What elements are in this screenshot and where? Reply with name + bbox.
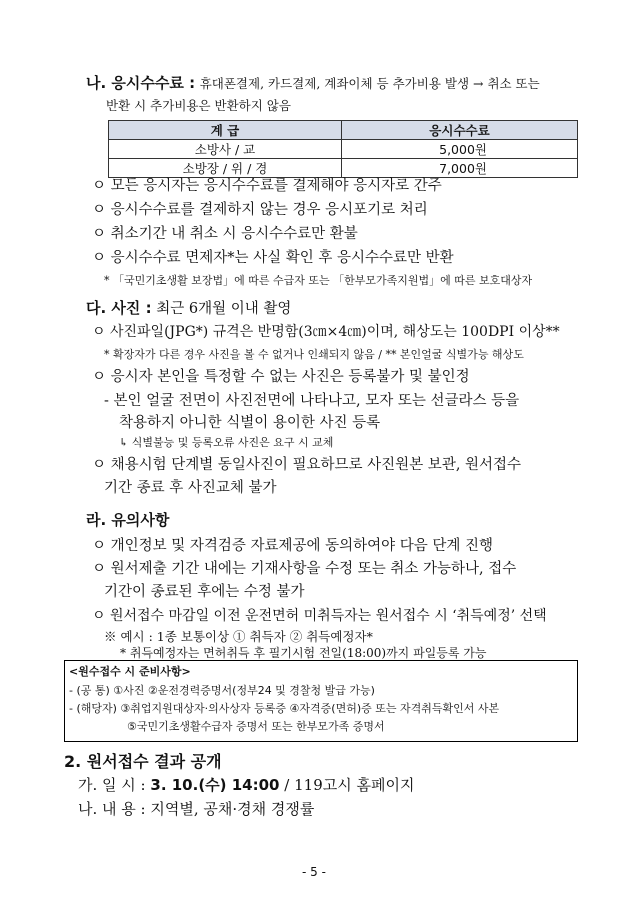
list-item: ㅇ 개인정보 및 자격검증 자료제공에 동의하여야 다음 단계 진행 [92,538,494,554]
list-item: ㅇ 원서접수 마감일 이전 운전면허 미취득자는 원서접수 시 ‘취득예정’ 선택 [92,608,547,624]
photo-sub-item: 착용하지 아니한 식별이 용이한 사진 등록 [119,415,381,431]
result-schedule-date: 3. 10.(수) 14:00 [150,776,280,794]
preparation-line: - (해당자) ③취업지원대상자·의사상자 등록증 ④자격증(면허)증 또는 자격취득확인서 사본 [69,702,500,715]
fee-exempt-note: * 「국민기초생활 보장법」에 따른 수급자 또는 「한부모가족지원법」에 따른 보호대상자 [104,274,533,287]
fee-section-line1 [86,73,540,94]
result-content-line: 나. 내 용 : 지역별, 공채·경채 경쟁률 [78,800,315,818]
license-example: ※ 예시 : 1종 보통이상 ① 취득자 ② 취득예정자* [104,629,373,644]
fee-table-fee: 7,000원 [342,159,578,178]
list-item-cont: 기간이 종료된 후에는 수정 불가 [104,584,305,600]
result-schedule-where: / 119고시 홈페이지 [284,776,415,794]
fee-table [108,120,578,178]
fee-table-fee: 5,000원 [342,140,578,159]
list-item: ㅇ 취소기간 내 취소 시 응시수수료만 환불 [92,226,358,242]
preparation-line: ⑤국민기초생활수급자 증명서 또는 한부모가족 증명서 [127,720,385,733]
fee-table-rank: 소방장 / 위 / 경 [109,159,342,178]
photo-section-text: 최근 6개월 이내 촬영 [156,301,292,317]
fee-table-header-fee: 응시수수료 [342,121,578,140]
list-item: ㅇ 모든 응시자는 응시수수료를 결제해야 응시자로 간주 [92,178,442,194]
table-row [109,159,578,178]
license-note: * 취득예정자는 면허취득 후 필기시험 전일(18:00)까지 파일등록 가능 [120,646,487,660]
fee-section-text1: 휴대폰결제, 카드결제, 계좌이체 등 추가비용 발생 → 취소 또는 [199,76,540,91]
photo-note: ↳ 식별불능 및 등록오류 사진은 요구 시 교체 [119,436,334,449]
page-number: - 5 - [302,865,326,879]
list-item: ㅇ 응시수수료 면제자*는 사실 확인 후 응시수수료만 반환 [92,250,454,266]
list-item: ㅇ 사진파일(JPG*) 규격은 반명함(3㎝×4㎝)이며, 해상도는 100DPI 이상** [92,324,560,340]
preparation-title: <원수접수 시 준비사항> [69,665,191,678]
list-item-cont: 기간 종료 후 사진교체 불가 [104,480,277,496]
fee-table-rank: 소방사 / 교 [109,140,342,159]
photo-section-line [86,298,291,319]
preparation-line: - (공 통) ①사진 ②운전경력증명서(정부24 및 경찰청 발급 가능) [69,684,375,697]
fee-section-text2: 반환 시 추가비용은 반환하지 않음 [106,98,291,113]
preparation-box [64,660,578,742]
photo-note: * 확장자가 다른 경우 사진을 볼 수 없거나 인쇄되지 않음 / ** 본인얼굴 식별가능 해상도 [104,348,524,361]
list-item: ㅇ 응시수수료를 결제하지 않는 경우 응시포기로 처리 [92,202,428,218]
result-schedule-line [78,775,414,795]
table-row [109,140,578,159]
list-item: ㅇ 원서제출 기간 내에는 기재사항을 수정 또는 취소 가능하나, 접수 [92,561,517,577]
list-item: ㅇ 채용시험 단계별 동일사진이 필요하므로 사진원본 보관, 원서접수 [92,457,522,473]
fee-table-header-rank: 계 급 [109,121,342,140]
list-item: ㅇ 응시자 본인을 특정할 수 없는 사진은 등록불가 및 불인정 [92,369,470,385]
fee-table-header [109,121,578,140]
photo-section-heading: 다. 사진 : [86,299,152,317]
caution-section-heading: 라. 유의사항 [86,511,170,529]
result-schedule-label: 가. 일 시 : [78,776,146,794]
result-section-heading: 2. 원서접수 결과 공개 [64,752,222,771]
fee-section-heading: 나. 응시수수료 : [86,74,196,92]
photo-sub-item: - 본인 얼굴 전면이 사진전면에 나타나고, 모자 또는 선글라스 등을 [104,393,520,409]
